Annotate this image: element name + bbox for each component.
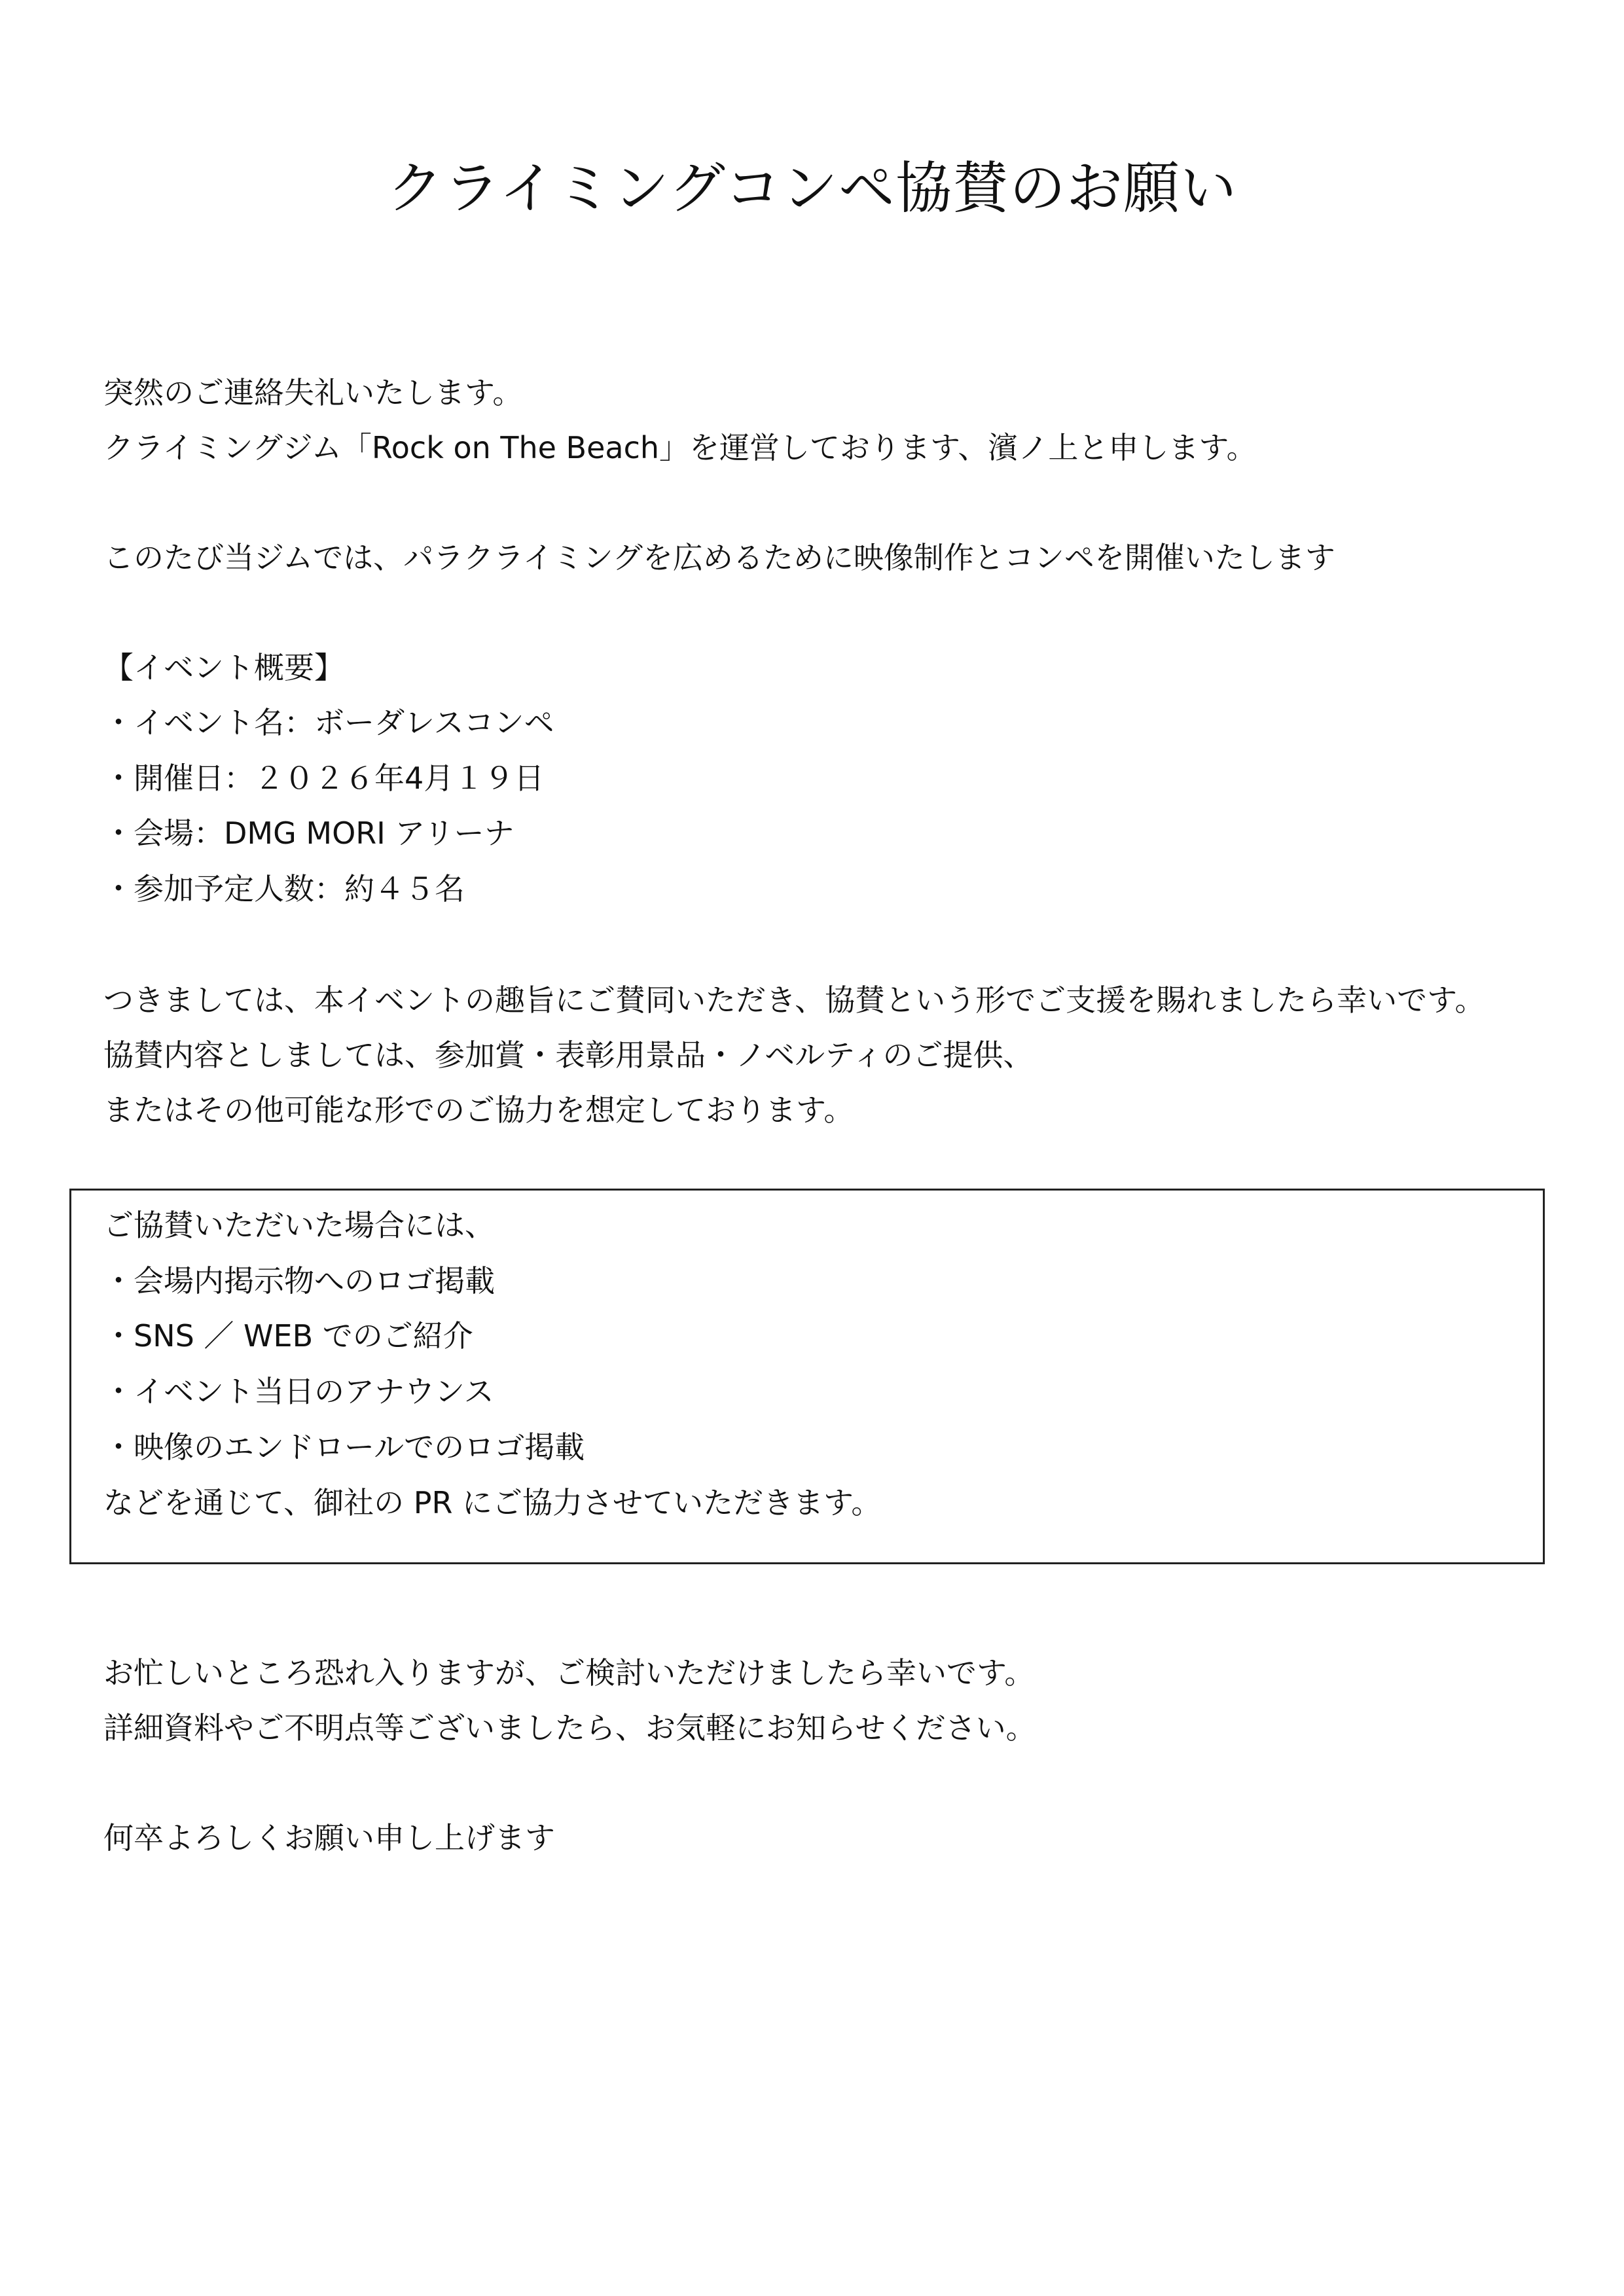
benefits-closing: などを通じて、御社の PR にご協力させていただきます。 [103, 1485, 882, 1520]
intro-line-1: 突然のご連絡失礼いたします。 [103, 375, 523, 410]
event-item-name: ・イベント名：ボーダレスコンペ [103, 705, 554, 740]
event-item-venue: ・会場：DMG MORI アリーナ [103, 816, 514, 851]
benefit-item-end-roll: ・映像のエンドロールでのロゴ掲載 [103, 1429, 585, 1465]
request-line-2: 協賛内容としましては、参加賞・表彰用景品・ノベルティのご提供、 [103, 1037, 1034, 1073]
event-heading: 【イベント概要】 [103, 650, 344, 685]
closing-line-2: 詳細資料やご不明点等ございましたら、お気軽にお知らせください。 [103, 1710, 1036, 1746]
benefit-item-announcement: ・イベント当日のアナウンス [103, 1374, 494, 1409]
request-line-1: つきましては、本イベントの趣旨にご賛同いただき、協賛という形でご支援を賜れましたら幸いです。 [103, 982, 1485, 1018]
purpose-line: このたび当ジムでは、パラクライミングを広めるために映像制作とコンペを開催いたします [103, 540, 1335, 575]
closing-line-3: 何卒よろしくお願い申し上げます [103, 1820, 555, 1856]
benefit-item-logo-signage: ・会場内掲示物へのロゴ掲載 [103, 1263, 495, 1299]
event-item-date: ・開催日：２０２６年4月１９日 [103, 761, 545, 796]
intro-line-2: クライミングジム「Rock on The Beach」を運営しております、濱ノ上と申します。 [103, 430, 1257, 465]
document-title: クライミングコンペ協賛のお願い [387, 156, 1237, 221]
closing-line-1: お忙しいところ恐れ入りますが、ご検討いただけましたら幸いです。 [103, 1655, 1035, 1691]
benefits-lead: ご協賛いただいた場合には、 [103, 1208, 495, 1243]
benefit-item-sns-web: ・SNS ／ WEB でのご紹介 [103, 1318, 473, 1354]
event-item-participants: ・参加予定人数：約４５名 [103, 871, 465, 906]
request-line-3: またはその他可能な形でのご協力を想定しております。 [103, 1092, 854, 1128]
